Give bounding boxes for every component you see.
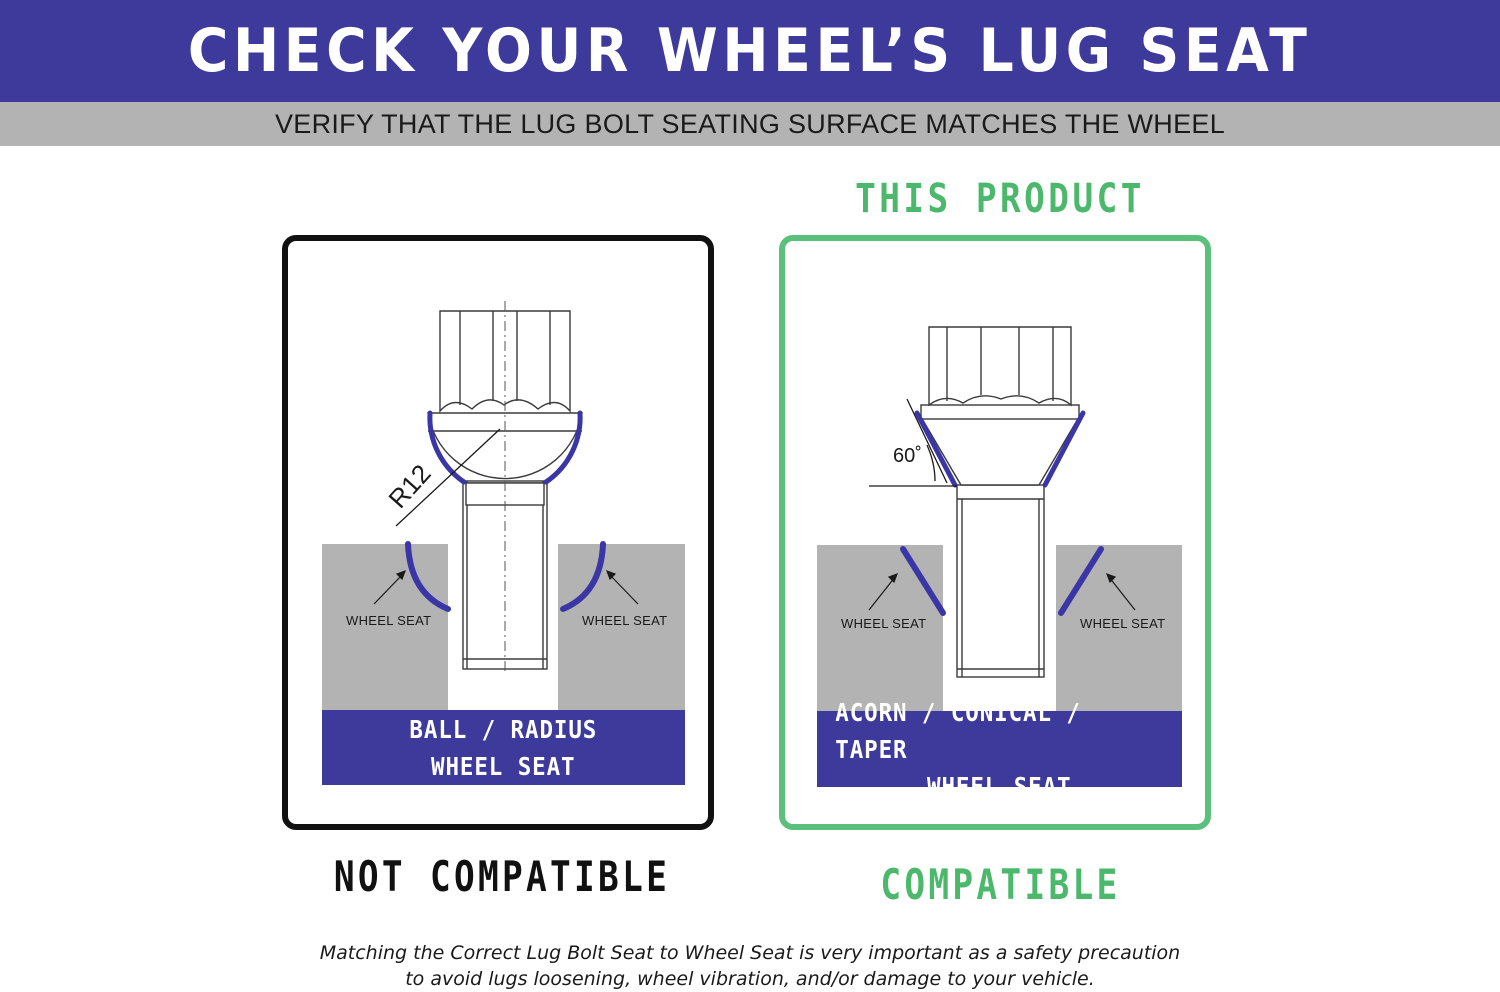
- footnote-line1: Matching the Correct Lug Bolt Seat to Wheel Seat is very important as a safety precaution: [319, 942, 1181, 964]
- angle-dimension-label: 60˚: [893, 445, 922, 467]
- subtitle-bar: [0, 102, 1500, 146]
- bolt-hex-head: [929, 327, 1071, 405]
- ball-seat-type-label: [322, 710, 685, 785]
- radius-dimension-label: R12: [382, 458, 437, 514]
- safety-footnote: [150, 940, 1350, 992]
- header-banner: [0, 0, 1500, 102]
- seat-type-line1: ACORN / CONICAL / TAPER: [835, 697, 1081, 764]
- ball-seat-panel: [282, 235, 714, 830]
- footnote-line2: to avoid lugs loosening, wheel vibration, and/or damage to your vehicle.: [405, 968, 1095, 990]
- right-wheel-seat-label: WHEEL SEAT: [582, 613, 668, 628]
- left-wheel-seat-label: WHEEL SEAT: [841, 616, 927, 631]
- bolt-shank: [957, 485, 1044, 677]
- left-wheel-seat-label: WHEEL SEAT: [346, 613, 432, 628]
- not-compatible-label: NOT COMPATIBLE: [333, 852, 671, 901]
- this-product-label: THIS PRODUCT: [855, 176, 1145, 222]
- right-wheel-seat-label: WHEEL SEAT: [1080, 616, 1166, 631]
- seat-type-line2: WHEEL SEAT: [927, 771, 1072, 801]
- conical-seat-head: [921, 405, 1079, 485]
- seat-type-line2: WHEEL SEAT: [431, 751, 576, 781]
- page-subtitle: VERIFY THAT THE LUG BOLT SEATING SURFACE MATCHES THE WHEEL: [274, 108, 1226, 139]
- compatible-label: COMPATIBLE: [879, 860, 1121, 909]
- conical-seat-panel: [779, 235, 1211, 830]
- conical-seat-type-label: [817, 697, 1182, 801]
- seat-type-line1: BALL / RADIUS: [409, 714, 598, 744]
- page-title: CHECK YOUR WHEEL’S LUG SEAT: [188, 16, 1312, 86]
